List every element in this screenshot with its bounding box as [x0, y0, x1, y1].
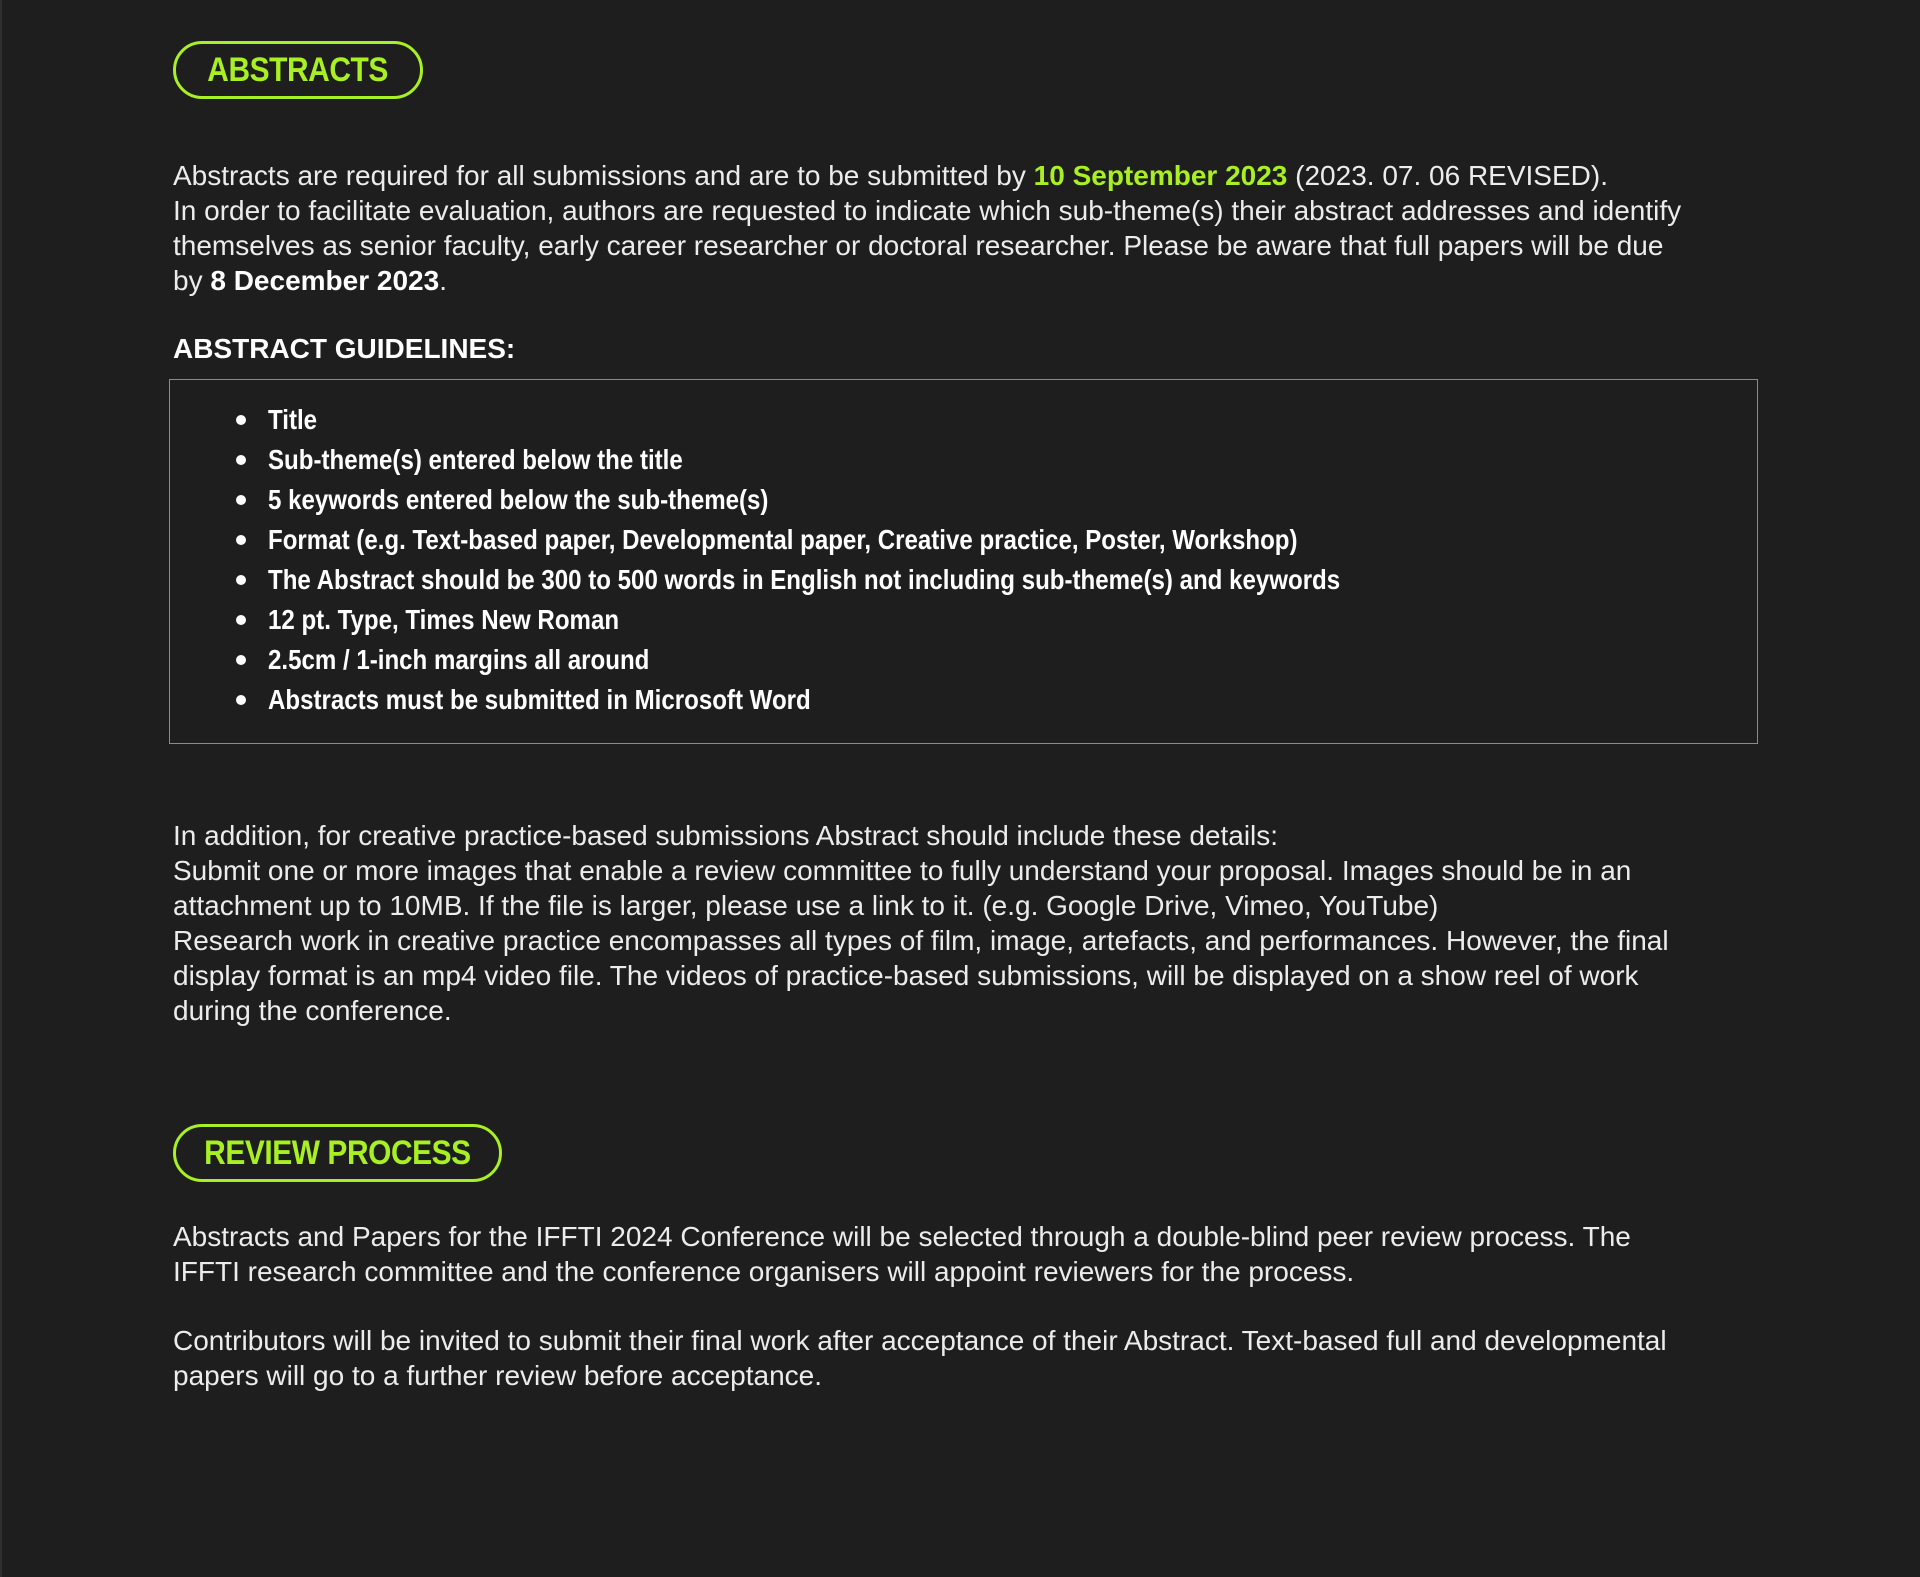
abstract-deadline: 10 September 2023 [1033, 160, 1288, 191]
intro-line-3: themselves as senior faculty, early career researcher or doctoral researcher. Please be aware that full papers will be due [173, 230, 1664, 261]
guideline-item-label: 12 pt. Type, Times New Roman [268, 604, 620, 635]
bullet-icon [236, 455, 246, 465]
intro-line-4-text: by [173, 265, 211, 296]
bullet-icon [236, 535, 246, 545]
bullet-icon [236, 655, 246, 665]
review-line: IFFTI research committee and the conference organisers will appoint reviewers for the process. [173, 1256, 1355, 1287]
guideline-item-label: Sub-theme(s) entered below the title [268, 444, 683, 475]
guideline-item [236, 480, 1515, 520]
creative-practice-paragraph [173, 818, 1773, 1028]
full-paper-deadline: 8 December 2023 [210, 265, 440, 296]
guideline-item [236, 440, 1515, 480]
bullet-icon [236, 615, 246, 625]
review-paragraph-1 [173, 1219, 1773, 1289]
intro-line-1-text: Abstracts are required for all submissions and are to be submitted by [173, 160, 1034, 191]
guideline-item [236, 680, 1515, 720]
guideline-item [236, 640, 1515, 680]
review-paragraph-2 [173, 1323, 1773, 1393]
review-line: papers will go to a further review before acceptance. [173, 1360, 823, 1391]
intro-line-2: In order to facilitate evaluation, authors are requested to indicate which sub-theme(s) their abstract addresses and identify [173, 195, 1682, 226]
guideline-item [236, 520, 1515, 560]
creative-line: display format is an mp4 video file. The videos of practice-based submissions, will be displayed on a show reel of work [173, 960, 1639, 991]
review-process-section-title [173, 1124, 502, 1182]
abstracts-section-title [173, 41, 423, 99]
intro-line-1-revised: (2023. 07. 06 REVISED). [1287, 160, 1608, 191]
guideline-item [236, 600, 1515, 640]
guideline-item-label: 2.5cm / 1-inch margins all around [268, 644, 650, 675]
creative-line: attachment up to 10MB. If the file is larger, please use a link to it. (e.g. Google Drive, Vimeo, YouTube) [173, 890, 1439, 921]
abstract-guidelines-box [169, 379, 1758, 744]
guideline-item-label: 5 keywords entered below the sub-theme(s) [268, 484, 769, 515]
bullet-icon [236, 695, 246, 705]
guideline-item-label: Title [268, 404, 318, 435]
intro-line-4 [173, 263, 1773, 298]
abstract-guidelines-heading: ABSTRACT GUIDELINES: [173, 333, 516, 364]
creative-line: In addition, for creative practice-based submissions Abstract should include these details: [173, 820, 1279, 851]
bullet-icon [236, 495, 246, 505]
guideline-item-label: The Abstract should be 300 to 500 words in English not including sub-theme(s) and keywords [268, 564, 1341, 595]
intro-line-1 [173, 158, 1773, 193]
review-process-title-text: REVIEW PROCESS [204, 1133, 471, 1172]
guideline-item-label: Format (e.g. Text-based paper, Developmental paper, Creative practice, Poster, Workshop) [268, 524, 1298, 555]
review-line: Contributors will be invited to submit their final work after acceptance of their Abstract. Text-based full and developmental [173, 1325, 1667, 1356]
creative-line: Research work in creative practice encompasses all types of film, image, artefacts, and performances. However, the final [173, 925, 1669, 956]
abstract-guidelines-list [236, 400, 1515, 720]
page-left-edge [0, 0, 2, 1577]
bullet-icon [236, 415, 246, 425]
guideline-item [236, 400, 1515, 440]
review-line: Abstracts and Papers for the IFFTI 2024 Conference will be selected through a double-blind peer review process. The [173, 1221, 1631, 1252]
guideline-item-label: Abstracts must be submitted in Microsoft Word [268, 684, 811, 715]
abstracts-intro-paragraph [173, 158, 1773, 298]
bullet-icon [236, 575, 246, 585]
creative-line: Submit one or more images that enable a review committee to fully understand your proposal. Images should be in an [173, 855, 1632, 886]
guideline-item [236, 560, 1515, 600]
intro-line-4-end: . [439, 265, 447, 296]
creative-line: during the conference. [173, 995, 452, 1026]
abstracts-title-text: ABSTRACTS [207, 50, 389, 89]
